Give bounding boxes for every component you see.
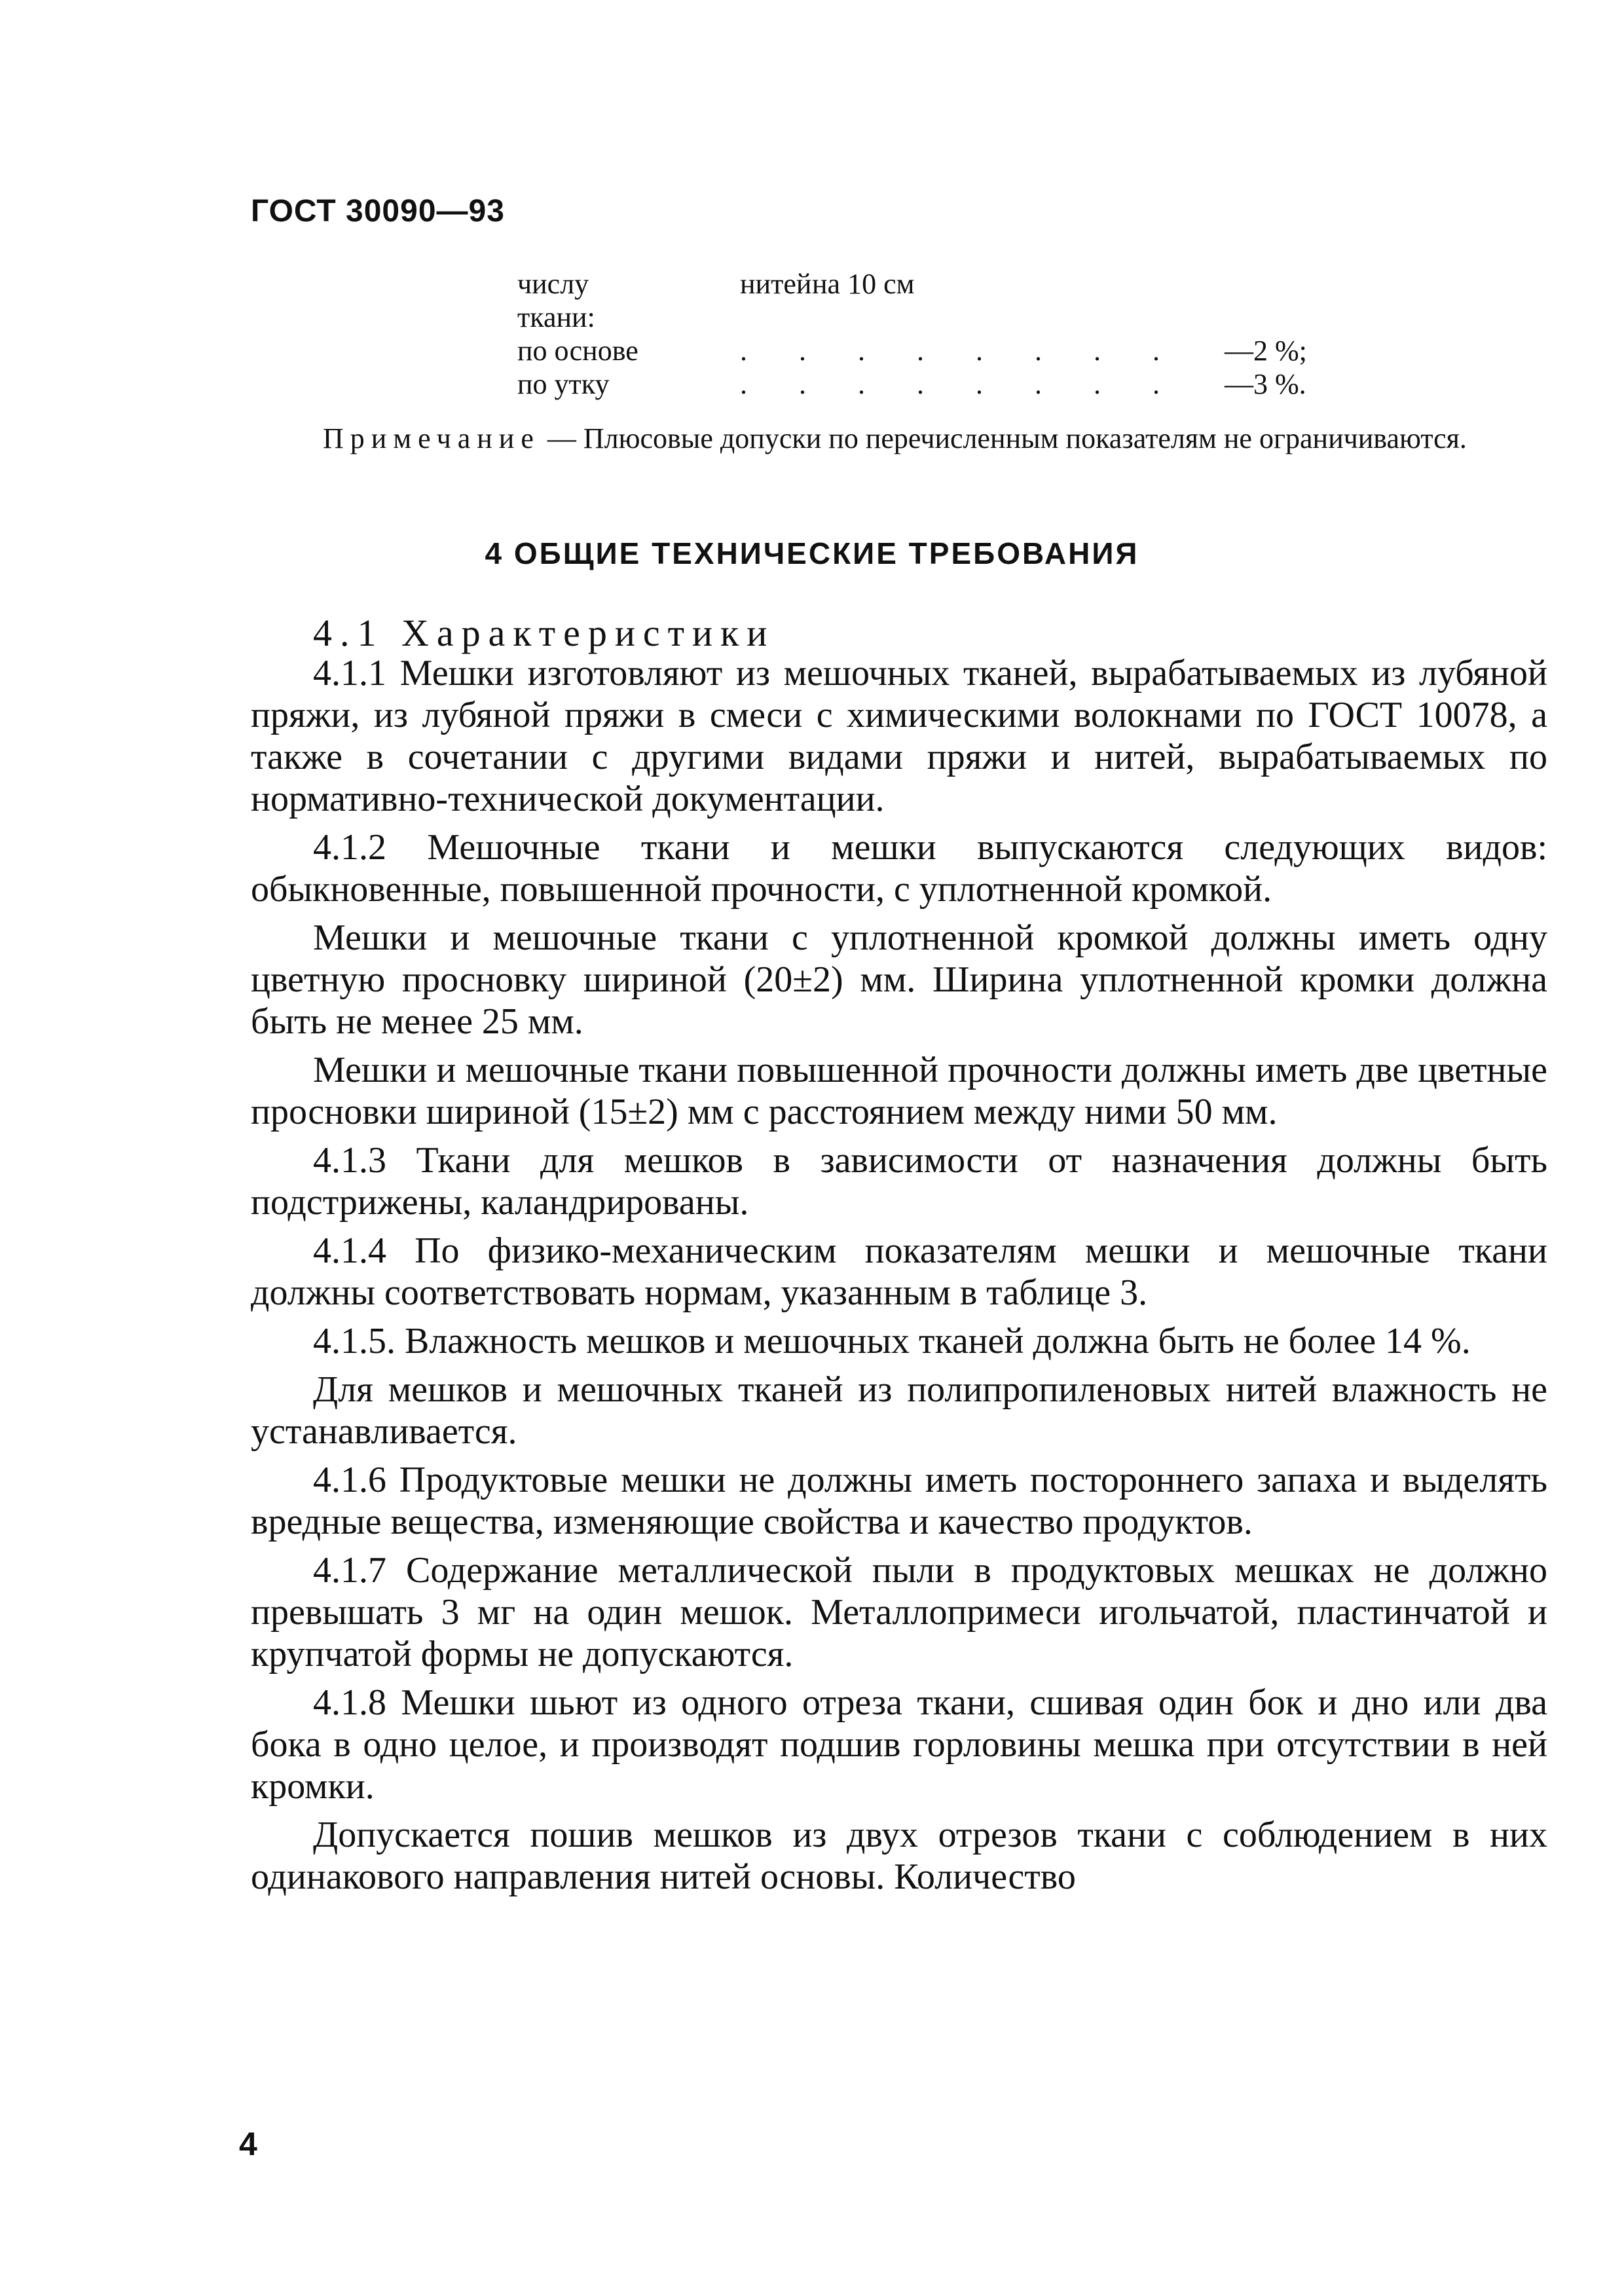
page-number: 4 (239, 2126, 257, 2162)
section-title: 4 ОБЩИЕ ТЕХНИЧЕСКИЕ ТРЕБОВАНИЯ (485, 536, 1139, 570)
note-paragraph (251, 421, 1547, 456)
note-text: — Плюсовые допуски по перечисленным показателям не ограничиваются. (540, 422, 1467, 454)
paragraph: 4.1.2 Мешочные ткани и мешки выпускаются следующих видов: обыкновенные, повышенной прочности, с уплотненной кромкой. (251, 827, 1547, 910)
paragraph: Мешки и мешочные ткани повышенной прочности должны иметь две цветные просновки шириной (15±2) мм с расстоянием между ними 50 мм. (251, 1050, 1547, 1132)
table-cell: на 10 см (812, 268, 915, 300)
paragraph: 4.1.4 По физико-механическим показателям мешки и мешочные ткани должны соответствовать нормам, указанным в таблице 3. (251, 1230, 1547, 1313)
paragraph: 4.1.8 Мешки шьют из одного отреза ткани, сшивая один бок и дно или два бока в одно целое, и производят подшив горловины мешка при отсутствии в ней кромки. (251, 1682, 1547, 1807)
note-label: Примечание (323, 422, 540, 454)
table-row (517, 334, 1356, 367)
table-row (517, 267, 1356, 301)
table-fragment (517, 267, 1356, 401)
leader-dots: . . . . . . . . (740, 368, 1182, 400)
table-cell: ткани: (517, 301, 595, 333)
body-text (251, 652, 1547, 1904)
paragraph: Мешки и мешочные ткани с уплотненной кромкой должны иметь одну цветную просновку шириной (20±2) мм. Ширина уплотненной кромки должна быть не менее 25 мм. (251, 917, 1547, 1042)
leader-dots: . . . . . . . . (740, 335, 1182, 367)
paragraph: Допускается пошив мешков из двух отрезов ткани с соблюдением в них одинакового направления нитей основы. Количество (251, 1815, 1547, 1897)
table-row (517, 301, 1356, 334)
table-cell: нитей (740, 268, 812, 300)
table-row (517, 367, 1356, 401)
paragraph: 4.1.7 Содержание металлической пыли в продуктовых мешках не должно превышать 3 мг на один мешок. Металлопримеси игольчатой, пластинчатой и крупчатой формы не допускаются. (251, 1550, 1547, 1674)
table-value: —2 %; (1225, 335, 1307, 367)
paragraph: 4.1.5. Влажность мешков и мешочных тканей должна быть не более 14 %. (313, 1321, 1471, 1361)
paragraph: 4.1.3 Ткани для мешков в зависимости от назначения должны быть подстрижены, каландрированы. (251, 1140, 1547, 1223)
table-cell: числу (517, 268, 589, 300)
paragraph: Для мешков и мешочных тканей из полипропиленовых нитей влажность не устанавливается. (251, 1369, 1547, 1452)
paragraph: 4.1.1 Мешки изготовляют из мешочных тканей, вырабатываемых из лубяной пряжи, из лубяной пряжи в смеси с химическими волокнами по ГОСТ 10078, а также в сочетании с другими видами пряжи и нитей, вырабатываемых по нормативно-технической документации. (251, 653, 1547, 819)
document-header: ГОСТ 30090—93 (251, 194, 505, 229)
table-cell: по основе (517, 335, 638, 367)
paragraph: 4.1.6 Продуктовые мешки не должны иметь постороннего запаха и выделять вредные вещества, изменяющие свойства и качество продуктов. (251, 1460, 1547, 1542)
table-cell: по утку (517, 368, 610, 400)
subsection-title: 4.1 Характеристики (313, 612, 775, 654)
table-value: —3 %. (1225, 368, 1306, 400)
